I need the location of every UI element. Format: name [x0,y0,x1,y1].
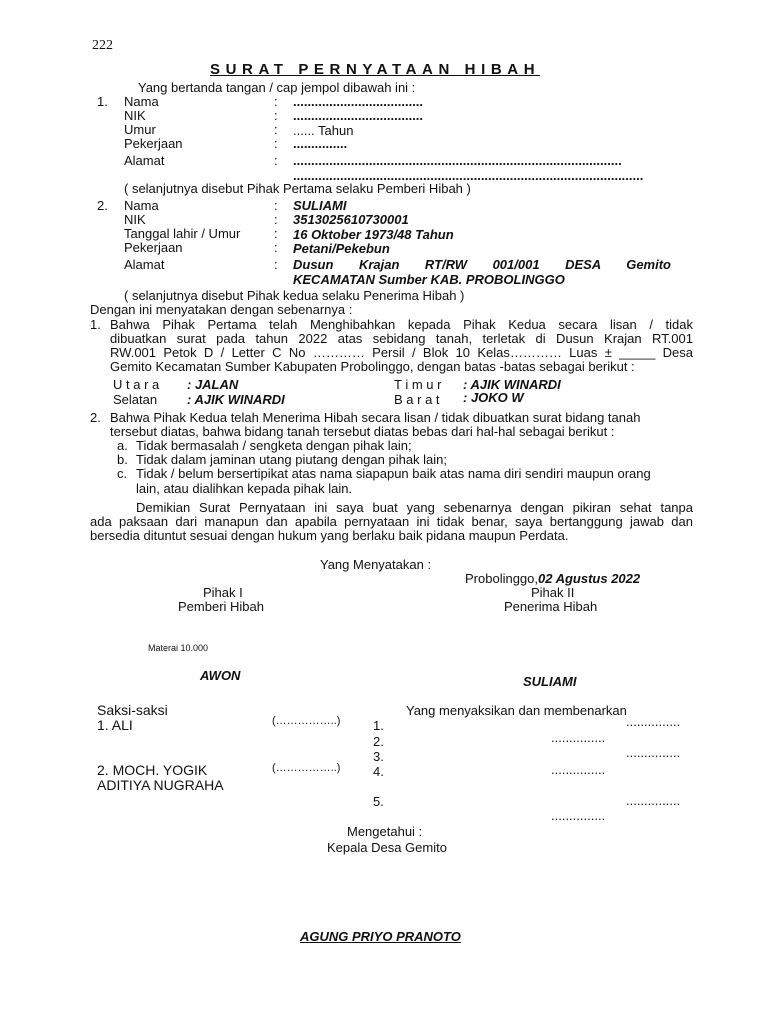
closing-line1: Demikian Surat Pernyataan ini saya buat yang sebenarnya dengan pikiran sehat tanpa [136,500,693,515]
witness-2-name-line2: ADITIYA NUGRAHA [97,777,224,793]
party2-label-birth: Tanggal lahir / Umur [124,226,241,241]
witness-1-signature: (……………..) [272,715,341,727]
confirm-dots-3: ............... [626,745,681,760]
point2-item-c-cont: lain, atau dialihkan kepada pihak lain. [136,481,353,496]
witness-2-signature: (……………..) [272,762,341,774]
colon: : [274,153,278,168]
party1-label-name: Nama [124,94,159,109]
page-number: 222 [92,38,113,53]
boundary-south-value: : AJIK WINARDI [187,392,285,407]
statement-intro: Dengan ini menyatakan dengan sebenarnya : [90,302,353,317]
party2-birth-value: 16 Oktober 1973/48 Tahun [293,227,454,242]
party1-job-value: ............... [293,136,348,151]
point1-line4: Gemito Kecamatan Sumber Kabupaten Probolinggo, dengan batas -batas sebagai berikut : [110,359,635,374]
confirm-dots-5b: ............... [551,808,606,823]
confirm-dots-5a: ............... [626,793,681,808]
party1-address-value-line1: ........................................................................................... [293,153,622,168]
signature-date: 02 Agustus 2022 [538,571,641,586]
acknowledged-role: Kepala Desa Gemito [327,840,447,855]
confirm-number-3: 3. [373,749,384,764]
boundary-north-label: U t a r a [113,377,160,392]
boundary-north-value: : JALAN [187,377,239,392]
closing-line2: ada paksaan dari manapun dan apabila pernyataan ini tidak benar, saya bertanggung jawab dan [90,514,693,529]
point2-line2: tersebut diatas, bahwa bidang tanah tersebut diatas bebas dari hal-hal sebagai berikut : [110,424,615,439]
boundary-west-value: : JOKO W [463,390,524,405]
party1-number: 1. [97,94,108,109]
party2-address-value-line1: Dusun Krajan RT/RW 001/001 DESA Gemito [293,257,671,272]
colon: : [274,226,278,241]
party2-nik-value: 3513025610730001 [293,212,409,227]
boundary-south-label: Selatan [113,392,158,407]
party2-label-address: Alamat [124,257,165,272]
party1-label-nik: NIK [124,108,146,123]
party1-label-address: Alamat [124,153,165,168]
party1-name-value: .................................... [293,94,424,109]
point1-number: 1. [90,317,101,332]
party2-number: 2. [97,198,108,213]
point2-item-c-mark: c. [117,466,128,481]
confirm-heading: Yang menyaksikan dan membenarkan [406,703,627,718]
confirm-dots-2: ............... [551,730,606,745]
boundary-east-label: T i m u r [394,377,442,392]
colon: : [274,136,278,151]
party2-address-value-line2: KECAMATAN Sumber KAB. PROBOLINGGO [293,272,565,287]
signature-place-date [465,571,640,586]
closing-line3: bersedia dituntut sesuai dengan hukum yang berlaku baik pidana maupun Perdata. [90,528,569,543]
party1-label-job: Pekerjaan [124,136,183,151]
confirm-dots-4: ............... [551,762,606,777]
point2-item-b-text: Tidak dalam jaminan utang piutang dengan pihak lain; [136,452,448,467]
party1-title: Pihak I [203,585,243,600]
boundary-east-value: : AJIK WINARDI [463,377,561,392]
village-head-name: AGUNG PRIYO PRANOTO [300,929,461,944]
point2-line1: Bahwa Pihak Kedua telah Menerima Hibah secara lisan / tidak dibuatkan surat bidang tanah [110,410,641,425]
point1-line2: dibuatkan surat pada tahun 2022 atas sebidang tanah, terletak di Dusun Krajan RT.001 [110,331,693,346]
colon: : [274,94,278,109]
confirm-dots-1: ............... [626,714,681,729]
colon: : [274,198,278,213]
party2-label-job: Pekerjaan [124,240,183,255]
colon: : [274,257,278,272]
confirm-number-2: 2. [373,734,384,749]
party2-signature-name: SULIAMI [523,674,577,689]
point2-item-b-mark: b. [117,452,128,467]
point1-line1: Bahwa Pihak Pertama telah Menghibahkan kepada Pihak Kedua secara lisan / tidak [110,317,693,332]
stated-by-label: Yang Menyatakan : [320,557,432,572]
party1-signature-name: AWON [200,668,241,683]
witness-2-name-line1: 2. MOCH. YOGIK [97,762,208,778]
document-title: SURAT PERNYATAAN HIBAH [210,61,541,78]
party1-label-age: Umur [124,122,156,137]
confirm-number-5: 5. [373,794,384,809]
stamp-duty-label: Materai 10.000 [148,643,209,653]
colon: : [274,240,278,255]
party1-age-value: ...... Tahun [293,123,354,138]
intro-text: Yang bertanda tangan / cap jempol dibawah ini : [138,80,416,95]
party2-job-value: Petani/Pekebun [293,241,390,256]
point2-item-a-text: Tidak bermasalah / sengketa dengan pihak lain; [136,438,412,453]
point1-line3: RW.001 Petok D / Letter C No ………… Persil / Blok 10 Kelas………… Luas ± _____ Desa [110,345,693,360]
party1-note: ( selanjutnya disebut Pihak Pertama selaku Pemberi Hibah ) [124,181,471,196]
party2-title: Pihak II [531,585,575,600]
acknowledged-label: Mengetahui : [347,824,423,839]
point2-item-a-mark: a. [117,438,128,453]
witness-1-name: 1. ALI [97,717,133,733]
party1-address-value-line2: ................................................................................................. [293,168,644,183]
confirm-number-1: 1. [373,718,384,733]
party2-label-name: Nama [124,198,159,213]
party2-label-nik: NIK [124,212,146,227]
colon: : [274,212,278,227]
signature-place: Probolinggo, [465,571,538,586]
point2-item-c-text: Tidak / belum bersertipikat atas nama siapapun baik atas nama diri sendiri maupun orang [136,466,651,481]
point2-number: 2. [90,410,101,425]
party2-name-value: SULIAMI [293,198,347,213]
colon: : [274,108,278,123]
confirm-number-4: 4. [373,764,384,779]
colon: : [274,122,278,137]
party2-role: Penerima Hibah [504,599,598,614]
party2-note: ( selanjutnya disebut Pihak kedua selaku Penerima Hibah ) [124,288,465,303]
witnesses-heading: Saksi-saksi [97,702,168,718]
party1-role: Pemberi Hibah [178,599,264,614]
party1-nik-value: .................................... [293,108,424,123]
boundary-west-label: B a r a t [394,392,440,407]
